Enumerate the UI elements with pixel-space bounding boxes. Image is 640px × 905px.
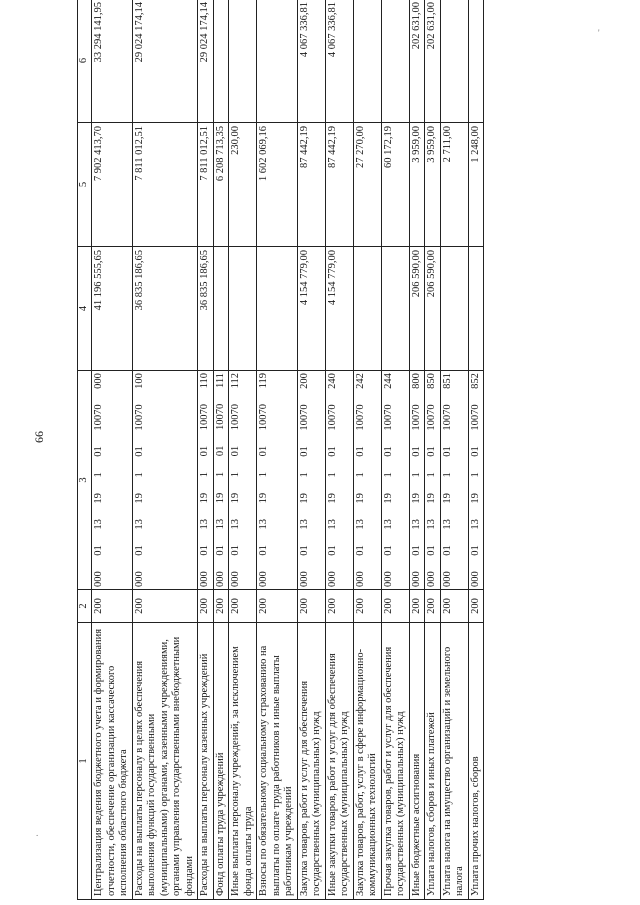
code-segment: 1 bbox=[214, 471, 226, 478]
classification-code bbox=[93, 373, 106, 587]
table-row bbox=[468, 0, 484, 900]
row-col4-cell bbox=[257, 247, 298, 371]
scan-mark-top-right: ' bbox=[598, 28, 600, 38]
code-segment: 01 bbox=[199, 445, 210, 457]
classification-code bbox=[199, 373, 212, 587]
table-row bbox=[409, 0, 425, 900]
row-col4-cell bbox=[440, 247, 468, 371]
code-segment: 13 bbox=[93, 519, 104, 530]
row-col4-cell: 206 590,00 bbox=[409, 247, 425, 371]
row-col5-cell: 7 902 413,70 bbox=[92, 123, 133, 247]
code-segment: 19 bbox=[326, 493, 338, 504]
code-segment: 1 bbox=[133, 472, 145, 478]
code-segment: 244 bbox=[382, 373, 394, 389]
code-segment: 1 bbox=[298, 472, 310, 478]
code-segment: 119 bbox=[258, 373, 269, 389]
code-segment: 01 bbox=[214, 545, 226, 556]
row-classification-code-cell bbox=[353, 371, 381, 590]
row-classification-code-cell bbox=[92, 371, 133, 590]
code-segment: 01 bbox=[469, 545, 481, 556]
row-col4-cell: 4 154 779,00 bbox=[297, 247, 325, 371]
code-segment: 13 bbox=[354, 519, 366, 530]
row-budget-code-cell: 200 bbox=[381, 590, 409, 623]
classification-code bbox=[470, 373, 483, 587]
row-budget-code-cell: 200 bbox=[440, 590, 468, 623]
code-segment: 100 bbox=[133, 373, 145, 389]
code-segment: 13 bbox=[441, 519, 453, 530]
row-budget-code-cell: 200 bbox=[257, 590, 298, 623]
classification-code bbox=[134, 373, 147, 587]
code-segment: 240 bbox=[326, 373, 338, 389]
code-segment: 112 bbox=[230, 373, 241, 389]
code-segment: 110 bbox=[199, 373, 210, 389]
code-segment: 000 bbox=[382, 571, 394, 587]
code-segment: 13 bbox=[426, 519, 437, 530]
code-segment: 000 bbox=[199, 571, 210, 587]
table-row bbox=[198, 0, 214, 900]
row-name-cell: Уплата налогов, сборов и иных платежей bbox=[425, 623, 441, 900]
row-col5-cell: 2 711,00 bbox=[440, 123, 468, 247]
row-col4-cell bbox=[468, 247, 484, 371]
code-segment: 000 bbox=[230, 571, 241, 587]
classification-code bbox=[230, 373, 243, 587]
code-segment: 1 bbox=[93, 472, 104, 478]
header-col-1: 1 bbox=[78, 623, 92, 900]
row-col5-cell: 60 172,19 bbox=[381, 123, 409, 247]
code-segment: 10070 bbox=[382, 404, 394, 431]
row-col6-cell bbox=[468, 0, 484, 123]
code-segment: 000 bbox=[426, 571, 437, 587]
code-segment: 19 bbox=[258, 492, 269, 504]
row-col6-cell: 33 294 141,95 bbox=[92, 0, 133, 123]
code-segment: 10070 bbox=[410, 404, 422, 431]
code-segment: 200 bbox=[298, 373, 310, 389]
row-col5-cell: 87 442,19 bbox=[297, 123, 325, 247]
table-header-row bbox=[78, 0, 92, 900]
header-col-5: 5 bbox=[78, 123, 92, 247]
row-col6-cell bbox=[440, 0, 468, 123]
row-col4-cell bbox=[381, 247, 409, 371]
row-budget-code-cell: 200 bbox=[229, 590, 257, 623]
classification-code bbox=[411, 373, 424, 587]
row-col6-cell bbox=[213, 0, 229, 123]
scan-mark-left: . bbox=[36, 828, 39, 838]
table-body bbox=[78, 0, 484, 900]
row-name-cell: Закупка товаров, работ и услуг для обеспечения государственных (муниципальных) нужд bbox=[297, 623, 325, 900]
code-segment: 19 bbox=[298, 493, 310, 504]
code-segment: 01 bbox=[441, 446, 453, 457]
row-budget-code-cell: 200 bbox=[213, 590, 229, 623]
row-col5-cell: 3 959,00 bbox=[409, 123, 425, 247]
table-row bbox=[297, 0, 325, 900]
code-segment: 10070 bbox=[441, 404, 453, 431]
code-segment: 10070 bbox=[298, 404, 310, 431]
row-name-cell: Иные бюджетные ассигнования bbox=[409, 623, 425, 900]
row-classification-code-cell bbox=[132, 371, 198, 590]
code-segment: 19 bbox=[199, 492, 210, 504]
code-segment: 10070 bbox=[230, 404, 241, 431]
row-budget-code-cell: 200 bbox=[353, 590, 381, 623]
classification-code bbox=[299, 373, 312, 587]
code-segment: 01 bbox=[230, 445, 241, 457]
code-segment: 13 bbox=[133, 519, 145, 530]
code-segment: 851 bbox=[441, 373, 453, 389]
row-budget-code-cell: 200 bbox=[468, 590, 484, 623]
row-col6-cell bbox=[229, 0, 257, 123]
row-classification-code-cell bbox=[198, 371, 214, 590]
classification-code bbox=[383, 373, 396, 587]
classification-code bbox=[355, 373, 368, 587]
row-col6-cell bbox=[353, 0, 381, 123]
code-segment: 000 bbox=[93, 571, 104, 587]
code-segment: 01 bbox=[214, 445, 226, 457]
row-classification-code-cell bbox=[409, 371, 425, 590]
classification-code bbox=[442, 373, 455, 587]
row-col4-cell: 206 590,00 bbox=[425, 247, 441, 371]
code-segment: 19 bbox=[93, 493, 104, 504]
row-col6-cell: 4 067 336,81 bbox=[325, 0, 353, 123]
code-segment: 19 bbox=[382, 493, 394, 504]
code-segment: 19 bbox=[133, 493, 145, 504]
code-segment: 01 bbox=[441, 545, 453, 556]
table-row bbox=[425, 0, 441, 900]
code-segment: 01 bbox=[93, 545, 104, 556]
table-row bbox=[92, 0, 133, 900]
row-budget-code-cell: 200 bbox=[409, 590, 425, 623]
code-segment: 19 bbox=[426, 493, 437, 504]
row-col4-cell: 36 835 186,65 bbox=[198, 247, 214, 371]
row-col6-cell: 202 631,00 bbox=[425, 0, 441, 123]
code-segment: 1 bbox=[410, 472, 422, 478]
table-row bbox=[257, 0, 298, 900]
code-segment: 01 bbox=[133, 545, 145, 556]
header-col-3: 3 bbox=[78, 371, 92, 590]
code-segment: 01 bbox=[382, 446, 394, 457]
row-classification-code-cell bbox=[229, 371, 257, 590]
code-segment: 000 bbox=[214, 571, 226, 587]
code-segment: 1 bbox=[230, 472, 241, 478]
table-row bbox=[213, 0, 229, 900]
row-name-cell: Иные выплаты персоналу учреждений, за исключением фонда оплаты труда bbox=[229, 623, 257, 900]
row-col6-cell: 29 024 174,14 bbox=[198, 0, 214, 123]
row-name-cell: Расходы на выплаты персоналу в целях обеспечения выполнения функций государственными (муниципальными) органами, казенными учреждениями, органами управления государственными внебюджетными фондами bbox=[132, 623, 198, 900]
code-segment: 01 bbox=[133, 446, 145, 457]
code-segment: 1 bbox=[354, 472, 366, 478]
classification-code bbox=[258, 373, 271, 587]
code-segment: 01 bbox=[258, 445, 269, 457]
row-name-cell: Фонд оплаты труда учреждений bbox=[213, 623, 229, 900]
classification-code bbox=[327, 373, 340, 587]
row-name-cell: Иные закупки товаров, работ и услуг для обеспечения государственных (муниципальных) нужд bbox=[325, 623, 353, 900]
code-segment: 01 bbox=[93, 446, 104, 457]
code-segment: 01 bbox=[426, 545, 437, 556]
table-row bbox=[353, 0, 381, 900]
row-col4-cell bbox=[353, 247, 381, 371]
code-segment: 000 bbox=[469, 571, 481, 587]
code-segment: 13 bbox=[382, 519, 394, 530]
row-budget-code-cell: 200 bbox=[325, 590, 353, 623]
code-segment: 13 bbox=[199, 519, 210, 530]
table-row bbox=[325, 0, 353, 900]
row-name-cell: Централизация ведения бюджетного учета и формирования отчетности, обеспечение организации кассаческого исполнения областного бюджета bbox=[92, 623, 133, 900]
code-segment: 01 bbox=[469, 446, 481, 457]
code-segment: 800 bbox=[410, 373, 422, 389]
row-classification-code-cell bbox=[425, 371, 441, 590]
row-classification-code-cell bbox=[297, 371, 325, 590]
code-segment: 01 bbox=[382, 545, 394, 556]
row-col5-cell: 27 270,00 bbox=[353, 123, 381, 247]
row-col4-cell bbox=[213, 247, 229, 371]
row-col5-cell: 7 811 012,51 bbox=[132, 123, 198, 247]
code-segment: 01 bbox=[326, 545, 338, 556]
code-segment: 01 bbox=[354, 446, 366, 457]
code-segment: 10070 bbox=[214, 403, 226, 430]
code-segment: 10070 bbox=[199, 404, 210, 431]
row-name-cell: Уплата прочих налогов, сборов bbox=[468, 623, 484, 900]
code-segment: 1 bbox=[382, 472, 394, 478]
budget-table bbox=[77, 0, 484, 900]
row-name-cell: Взносы по обязательному социальному страхованию на выплаты по оплате труда работников и иные выплаты работникам учреждений bbox=[257, 623, 298, 900]
code-segment: 01 bbox=[230, 545, 241, 556]
code-segment: 01 bbox=[426, 446, 437, 457]
row-budget-code-cell: 200 bbox=[297, 590, 325, 623]
row-col5-cell: 7 811 012,51 bbox=[198, 123, 214, 247]
row-classification-code-cell bbox=[257, 371, 298, 590]
code-segment: 19 bbox=[230, 492, 241, 504]
code-segment: 01 bbox=[298, 545, 310, 556]
code-segment: 10070 bbox=[258, 404, 269, 431]
row-name-cell: Закупка товаров, работ, услуг в сфере информационно-коммуникационных технологий bbox=[353, 623, 381, 900]
code-segment: 01 bbox=[410, 545, 422, 556]
code-segment: 1 bbox=[258, 472, 269, 478]
code-segment: 1 bbox=[426, 472, 437, 478]
code-segment: 000 bbox=[354, 571, 366, 587]
code-segment: 111 bbox=[214, 373, 226, 389]
classification-code bbox=[426, 373, 439, 587]
code-segment: 1 bbox=[326, 472, 338, 478]
code-segment: 19 bbox=[214, 492, 226, 504]
code-segment: 10070 bbox=[354, 404, 366, 431]
page-number: 66 bbox=[32, 431, 46, 443]
row-col4-cell: 36 835 186,65 bbox=[132, 247, 198, 371]
row-col5-cell: 1 602 069,16 bbox=[257, 123, 298, 247]
row-col6-cell bbox=[257, 0, 298, 123]
row-col6-cell: 4 067 336,81 bbox=[297, 0, 325, 123]
code-segment: 000 bbox=[298, 571, 310, 587]
code-segment: 10070 bbox=[133, 404, 145, 431]
code-segment: 000 bbox=[133, 571, 145, 587]
code-segment: 13 bbox=[410, 519, 422, 530]
header-col-4: 4 bbox=[78, 247, 92, 371]
row-col5-cell: 1 248,00 bbox=[468, 123, 484, 247]
code-segment: 01 bbox=[298, 446, 310, 457]
code-segment: 10070 bbox=[426, 404, 437, 431]
row-classification-code-cell bbox=[440, 371, 468, 590]
code-segment: 10070 bbox=[326, 404, 338, 431]
code-segment: 1 bbox=[441, 472, 453, 478]
code-segment: 10070 bbox=[93, 404, 104, 431]
code-segment: 1 bbox=[469, 472, 481, 478]
row-col6-cell bbox=[381, 0, 409, 123]
code-segment: 13 bbox=[258, 519, 269, 530]
code-segment: 19 bbox=[410, 493, 422, 504]
code-segment: 19 bbox=[354, 493, 366, 504]
code-segment: 01 bbox=[410, 446, 422, 457]
code-segment: 242 bbox=[354, 373, 366, 389]
row-col5-cell: 87 442,19 bbox=[325, 123, 353, 247]
code-segment: 19 bbox=[441, 493, 453, 504]
code-segment: 13 bbox=[326, 519, 338, 530]
code-segment: 852 bbox=[469, 373, 481, 389]
code-segment: 01 bbox=[258, 545, 269, 556]
row-budget-code-cell: 200 bbox=[92, 590, 133, 623]
code-segment: 000 bbox=[258, 571, 269, 587]
code-segment: 850 bbox=[426, 373, 437, 389]
code-segment: 13 bbox=[230, 519, 241, 530]
row-name-cell: Расходы на выплаты персоналу казенных учреждений bbox=[198, 623, 214, 900]
row-classification-code-cell bbox=[325, 371, 353, 590]
code-segment: 000 bbox=[93, 373, 104, 389]
code-segment: 000 bbox=[326, 571, 338, 587]
row-budget-code-cell: 200 bbox=[132, 590, 198, 623]
row-col6-cell: 29 024 174,14 bbox=[132, 0, 198, 123]
row-col4-cell: 41 196 555,65 bbox=[92, 247, 133, 371]
row-col4-cell: 4 154 779,00 bbox=[325, 247, 353, 371]
code-segment: 13 bbox=[214, 518, 226, 530]
rotated-table-wrapper bbox=[77, 2, 567, 900]
header-col-6: 6 bbox=[78, 0, 92, 123]
code-segment: 000 bbox=[441, 571, 453, 587]
row-col4-cell bbox=[229, 247, 257, 371]
row-col5-cell: 6 208 713,35 bbox=[213, 123, 229, 247]
row-name-cell: Прочая закупка товаров, работ и услуг для обеспечения государственных (муниципальных) нужд bbox=[381, 623, 409, 900]
classification-code bbox=[215, 373, 228, 587]
code-segment: 19 bbox=[469, 493, 481, 504]
row-name-cell: Уплата налога на имущество организаций и земельного налога bbox=[440, 623, 468, 900]
code-segment: 13 bbox=[298, 519, 310, 530]
row-col5-cell: 230,00 bbox=[229, 123, 257, 247]
code-segment: 000 bbox=[410, 571, 422, 587]
row-classification-code-cell bbox=[468, 371, 484, 590]
row-col6-cell: 202 631,00 bbox=[409, 0, 425, 123]
code-segment: 13 bbox=[469, 519, 481, 530]
code-segment: 1 bbox=[199, 472, 210, 478]
table-row bbox=[229, 0, 257, 900]
table-row bbox=[440, 0, 468, 900]
code-segment: 01 bbox=[326, 446, 338, 457]
row-budget-code-cell: 200 bbox=[198, 590, 214, 623]
table-row bbox=[132, 0, 198, 900]
row-classification-code-cell bbox=[213, 371, 229, 590]
row-budget-code-cell: 200 bbox=[425, 590, 441, 623]
code-segment: 01 bbox=[199, 545, 210, 556]
row-classification-code-cell bbox=[381, 371, 409, 590]
header-col-2: 2 bbox=[78, 590, 92, 623]
code-segment: 01 bbox=[354, 545, 366, 556]
row-col5-cell: 3 959,00 bbox=[425, 123, 441, 247]
code-segment: 10070 bbox=[469, 404, 481, 431]
table-row bbox=[381, 0, 409, 900]
